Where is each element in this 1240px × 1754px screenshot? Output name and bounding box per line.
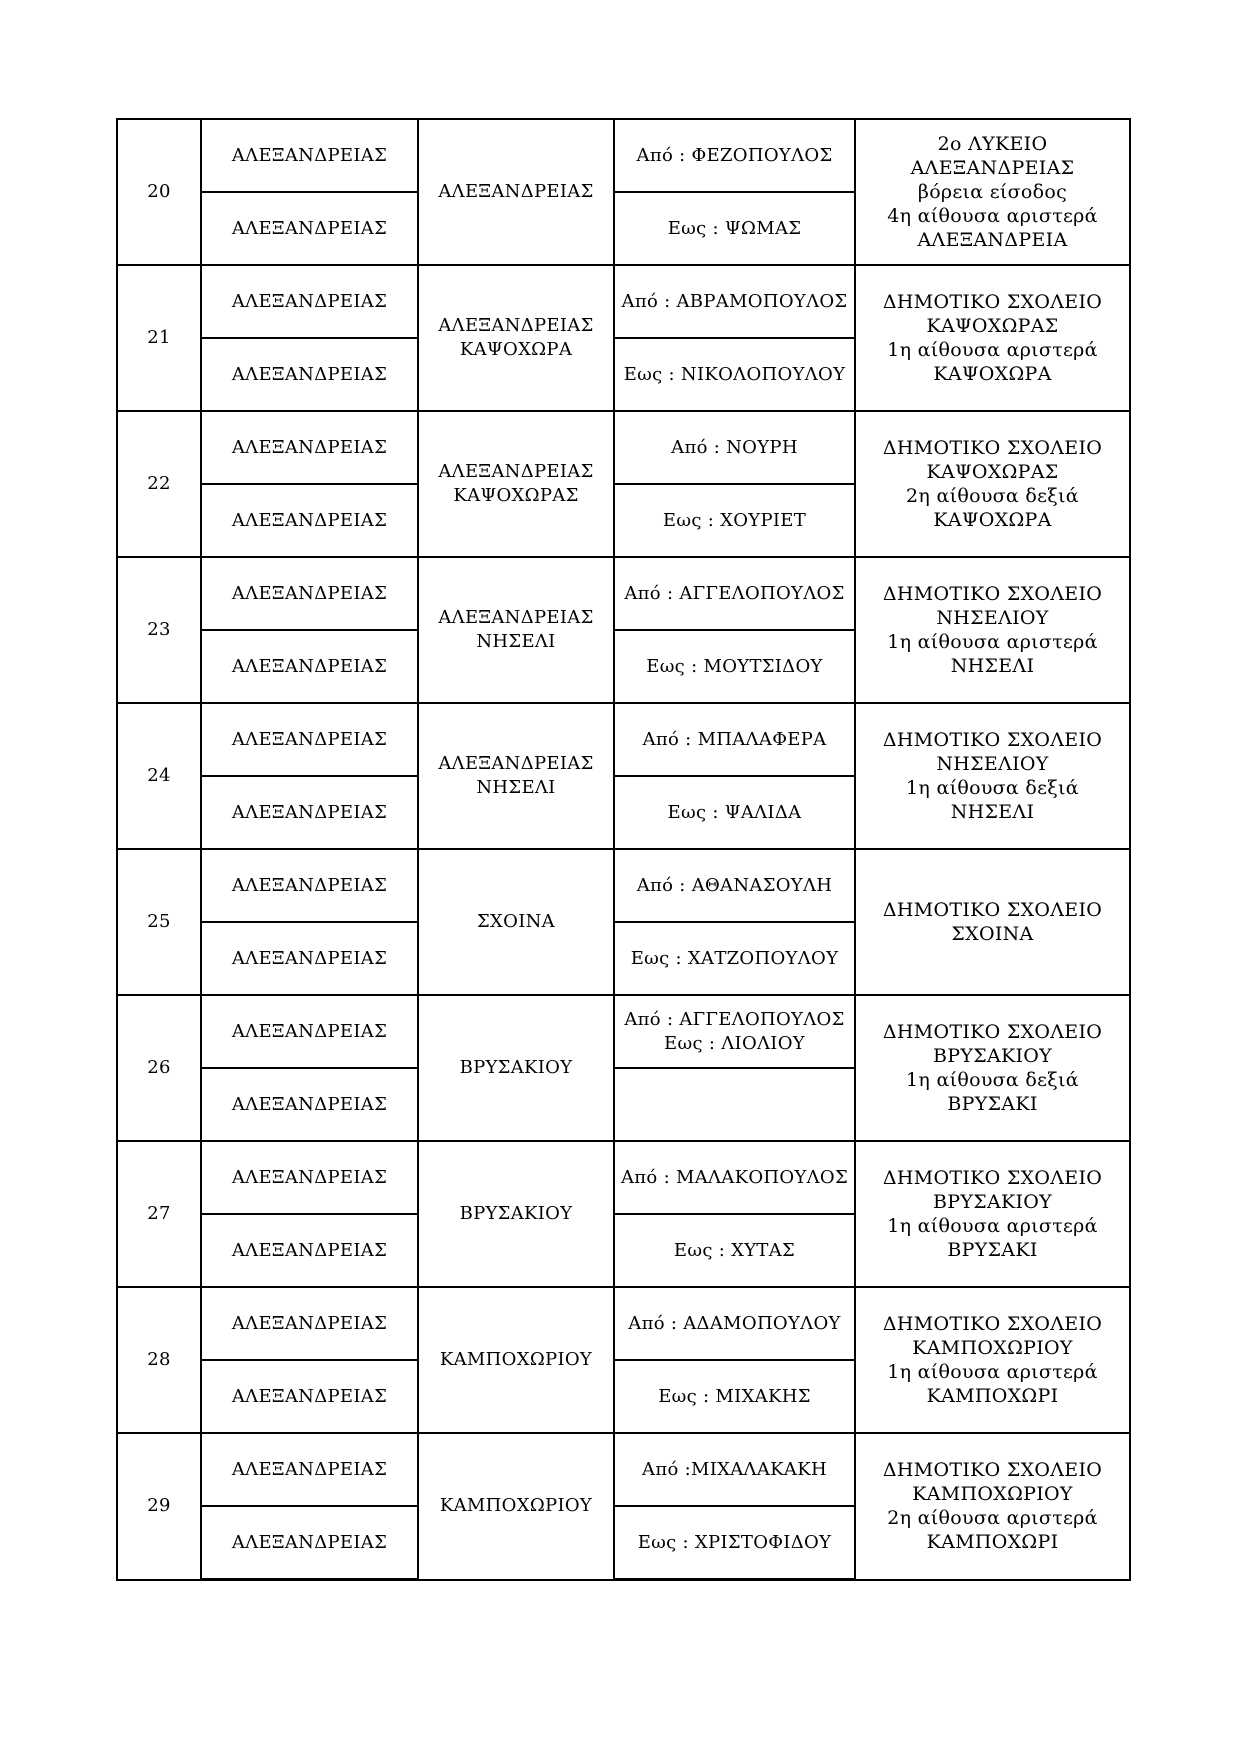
station-number: 29 [117,1433,201,1580]
area-line: ΑΛΕΞΑΝΔΡΕΙΑΣ [438,461,594,482]
exam-center-line: ΔΗΜΟΤΙΚΟ ΣΧΟΛΕΙΟ [882,291,1103,313]
table-body [117,119,1130,1580]
exam-center-line: ΚΑΜΠΟΧΩΡΙ [926,1385,1059,1407]
area-line: ΝΗΣΕΛΙ [476,777,556,798]
area-line: ΑΛΕΞΑΝΔΡΕΙΑΣ [438,181,594,202]
area-line: ΚΑΨΟΧΩΡΑ [459,339,573,360]
range-from-text: Από : ΜΠΑΛΑΦΕΡΑ [642,728,827,750]
table-row [117,1141,1130,1214]
exam-center-line: ΣΧΟΙΝΑ [951,923,1034,945]
range-from-text: Από : ΑΓΓΕΛΟΠΟΥΛΟΣ [624,1008,845,1030]
exam-center-line: ΔΗΜΟΤΙΚΟ ΣΧΟΛΕΙΟ [882,1167,1103,1189]
area-line: ΚΑΜΠΟΧΩΡΙΟΥ [439,1495,593,1517]
area-cell [418,411,614,557]
exam-center-line: ΑΛΕΞΑΝΔΡΕΙΑΣ [910,157,1075,179]
range-to-cell: Εως : ΜΟΥΤΣΙΔΟΥ [614,630,855,703]
station-number: 28 [117,1287,201,1433]
exam-center-line: ΒΡΥΣΑΚΙΟΥ [933,1191,1052,1213]
range-from-cell [614,995,855,1068]
exam-center-line: ΔΗΜΟΤΙΚΟ ΣΧΟΛΕΙΟ [882,729,1103,751]
municipality-cell: ΑΛΕΞΑΝΔΡΕΙΑΣ [201,557,418,630]
exam-center-cell [855,265,1130,411]
range-from-text: Από : ΑΒΡΑΜΟΠΟΥΛΟΣ [621,290,848,312]
exam-center-line: 1η αίθουσα αριστερά [887,631,1098,653]
area-cell [418,703,614,849]
range-from-cell [614,557,855,630]
exam-center-cell [855,849,1130,995]
exam-center-line: ΚΑΨΟΧΩΡΑ [933,509,1052,531]
area-line: ΒΡΥΣΑΚΙΟΥ [459,1057,573,1078]
station-number: 20 [117,119,201,265]
exam-center-line: 1η αίθουσα αριστερά [887,339,1098,361]
table-row [117,119,1130,192]
table-row [117,1287,1130,1360]
range-from-cell [614,411,855,484]
range-to-text: Εως : ΛΙΟΛΙΟΥ [664,1032,805,1054]
station-number: 21 [117,265,201,411]
exam-center-line: 1η αίθουσα αριστερά [887,1361,1098,1383]
station-number: 23 [117,557,201,703]
station-number: 22 [117,411,201,557]
exam-center-line: ΚΑΜΠΟΧΩΡΙ [926,1531,1059,1554]
exam-center-line: ΚΑΨΟΧΩΡΑΣ [926,315,1059,337]
municipality-cell: ΑΛΕΞΑΝΔΡΕΙΑΣ [201,1360,418,1433]
municipality-cell: ΑΛΕΞΑΝΔΡΕΙΑΣ [201,265,418,338]
exam-center-line: 1η αίθουσα αριστερά [887,1215,1098,1237]
municipality-cell: ΑΛΕΞΑΝΔΡΕΙΑΣ [201,411,418,484]
range-to-cell: Εως : ΧΡΙΣΤΟΦΙΔΟΥ [614,1506,855,1580]
station-number: 26 [117,995,201,1141]
range-from-cell [614,265,855,338]
range-to-cell: Εως : ΜΙΧΑΚΗΣ [614,1360,855,1433]
table-row [117,557,1130,630]
municipality-cell: ΑΛΕΞΑΝΔΡΕΙΑΣ [201,338,418,411]
exam-center-line: ΒΡΥΣΑΚΙ [947,1093,1038,1115]
area-cell [418,119,614,265]
municipality-cell: ΑΛΕΞΑΝΔΡΕΙΑΣ [201,922,418,995]
range-from-text: Από : ΦΕΖΟΠΟΥΛΟΣ [636,144,833,166]
range-to-cell: Εως : ΧΟΥΡΙΕΤ [614,484,855,557]
area-cell [418,995,614,1141]
range-from-text: Από : ΑΘΑΝΑΣΟΥΛΗ [636,874,833,896]
range-from-text: Από : ΝΟΥΡΗ [671,436,798,458]
exam-center-line: ΒΡΥΣΑΚΙ [947,1239,1038,1261]
exam-center-line: ΔΗΜΟΤΙΚΟ ΣΧΟΛΕΙΟ [882,899,1103,921]
range-to-cell: Εως : ΝΙΚΟΛΟΠΟΥΛΟΥ [614,338,855,411]
polling-stations-table [116,118,1131,1581]
range-from-cell [614,849,855,922]
exam-center-line: 2ο ΛΥΚΕΙΟ [937,133,1048,155]
range-from-text: Από : ΑΓΓΕΛΟΠΟΥΛΟΣ [624,582,845,604]
exam-center-line: ΝΗΣΕΛΙΟΥ [936,753,1049,775]
table-row [117,411,1130,484]
area-cell [418,1433,614,1580]
range-from-text: Από : ΜΑΛΑΚΟΠΟΥΛΟΣ [620,1166,849,1188]
exam-center-cell [855,1141,1130,1287]
area-line: ΒΡΥΣΑΚΙΟΥ [459,1203,573,1224]
exam-center-line: ΑΛΕΞΑΝΔΡΕΙΑ [917,229,1068,251]
area-line: ΝΗΣΕΛΙ [476,631,556,652]
municipality-cell: ΑΛΕΞΑΝΔΡΕΙΑΣ [201,1287,418,1360]
range-to-cell: Εως : ΧΥΤΑΣ [614,1214,855,1287]
area-line: ΚΑΨΟΧΩΡΑΣ [453,485,579,506]
area-line: ΑΛΕΞΑΝΔΡΕΙΑΣ [438,607,594,628]
municipality-cell: ΑΛΕΞΑΝΔΡΕΙΑΣ [201,192,418,265]
table-row [117,265,1130,338]
exam-center-cell [855,119,1130,265]
exam-center-cell [855,1433,1130,1580]
municipality-cell: ΑΛΕΞΑΝΔΡΕΙΑΣ [201,630,418,703]
exam-center-line: ΔΗΜΟΤΙΚΟ ΣΧΟΛΕΙΟ [882,437,1103,459]
municipality-cell: ΑΛΕΞΑΝΔΡΕΙΑΣ [201,703,418,776]
area-line: ΣΧΟΙΝΑ [477,911,555,932]
range-to-cell: Εως : ΨΑΛΙΔΑ [614,776,855,849]
municipality-cell: ΑΛΕΞΑΝΔΡΕΙΑΣ [201,1214,418,1287]
exam-center-line: 4η αίθουσα αριστερά [887,205,1098,227]
exam-center-line: 2η αίθουσα αριστερά [887,1507,1098,1530]
exam-center-line: ΝΗΣΕΛΙΟΥ [936,607,1049,629]
exam-center-cell [855,995,1130,1141]
exam-center-line: 2η αίθουσα δεξιά [906,485,1079,507]
exam-center-line: ΔΗΜΟΤΙΚΟ ΣΧΟΛΕΙΟ [882,583,1103,605]
range-from-cell [614,1287,855,1360]
station-number: 24 [117,703,201,849]
municipality-cell: ΑΛΕΞΑΝΔΡΕΙΑΣ [201,1433,418,1506]
range-from-cell [614,1433,855,1506]
table-row [117,703,1130,776]
area-cell [418,1287,614,1433]
area-cell [418,1141,614,1287]
exam-center-line: βόρεια είσοδος [917,181,1068,203]
exam-center-line: ΚΑΨΟΧΩΡΑ [933,363,1052,385]
range-to-cell: Εως : ΨΩΜΑΣ [614,192,855,265]
exam-center-line: ΔΗΜΟΤΙΚΟ ΣΧΟΛΕΙΟ [882,1021,1103,1043]
exam-center-cell [855,557,1130,703]
municipality-cell: ΑΛΕΞΑΝΔΡΕΙΑΣ [201,776,418,849]
exam-center-line: ΚΑΜΠΟΧΩΡΙΟΥ [912,1337,1073,1359]
station-number: 25 [117,849,201,995]
area-line: ΚΑΜΠΟΧΩΡΙΟΥ [439,1349,593,1370]
table-row [117,995,1130,1068]
area-line: ΑΛΕΞΑΝΔΡΕΙΑΣ [438,753,594,774]
range-from-text: Από :ΜΙΧΑΛΑΚΑΚΗ [642,1458,827,1480]
range-from-cell [614,119,855,192]
table-row [117,849,1130,922]
range-to-cell [614,1068,855,1141]
municipality-cell: ΑΛΕΞΑΝΔΡΕΙΑΣ [201,119,418,192]
municipality-cell: ΑΛΕΞΑΝΔΡΕΙΑΣ [201,1068,418,1141]
range-from-cell [614,703,855,776]
exam-center-line: ΔΗΜΟΤΙΚΟ ΣΧΟΛΕΙΟ [882,1313,1103,1335]
municipality-cell: ΑΛΕΞΑΝΔΡΕΙΑΣ [201,484,418,557]
exam-center-cell [855,1287,1130,1433]
range-to-cell: Εως : ΧΑΤΖΟΠΟΥΛΟΥ [614,922,855,995]
exam-center-cell [855,703,1130,849]
exam-center-line: ΚΑΨΟΧΩΡΑΣ [926,461,1059,483]
area-cell [418,265,614,411]
municipality-cell: ΑΛΕΞΑΝΔΡΕΙΑΣ [201,995,418,1068]
exam-center-line: ΝΗΣΕΛΙ [950,801,1035,823]
municipality-cell: ΑΛΕΞΑΝΔΡΕΙΑΣ [201,1141,418,1214]
exam-center-line: ΚΑΜΠΟΧΩΡΙΟΥ [912,1483,1073,1506]
exam-center-cell [855,411,1130,557]
exam-center-line: ΒΡΥΣΑΚΙΟΥ [933,1045,1052,1067]
area-cell [418,849,614,995]
table-row [117,1433,1130,1506]
exam-center-line: ΔΗΜΟΤΙΚΟ ΣΧΟΛΕΙΟ [882,1459,1103,1482]
exam-center-line: ΝΗΣΕΛΙ [950,655,1035,677]
range-from-cell [614,1141,855,1214]
exam-center-line: 1η αίθουσα δεξιά [906,1069,1079,1091]
municipality-cell: ΑΛΕΞΑΝΔΡΕΙΑΣ [201,849,418,922]
area-cell [418,557,614,703]
station-number: 27 [117,1141,201,1287]
range-from-text: Από : ΑΔΑΜΟΠΟΥΛΟΥ [628,1312,841,1334]
municipality-cell: ΑΛΕΞΑΝΔΡΕΙΑΣ [201,1506,418,1580]
area-line: ΑΛΕΞΑΝΔΡΕΙΑΣ [438,315,594,336]
exam-center-line: 1η αίθουσα δεξιά [906,777,1079,799]
